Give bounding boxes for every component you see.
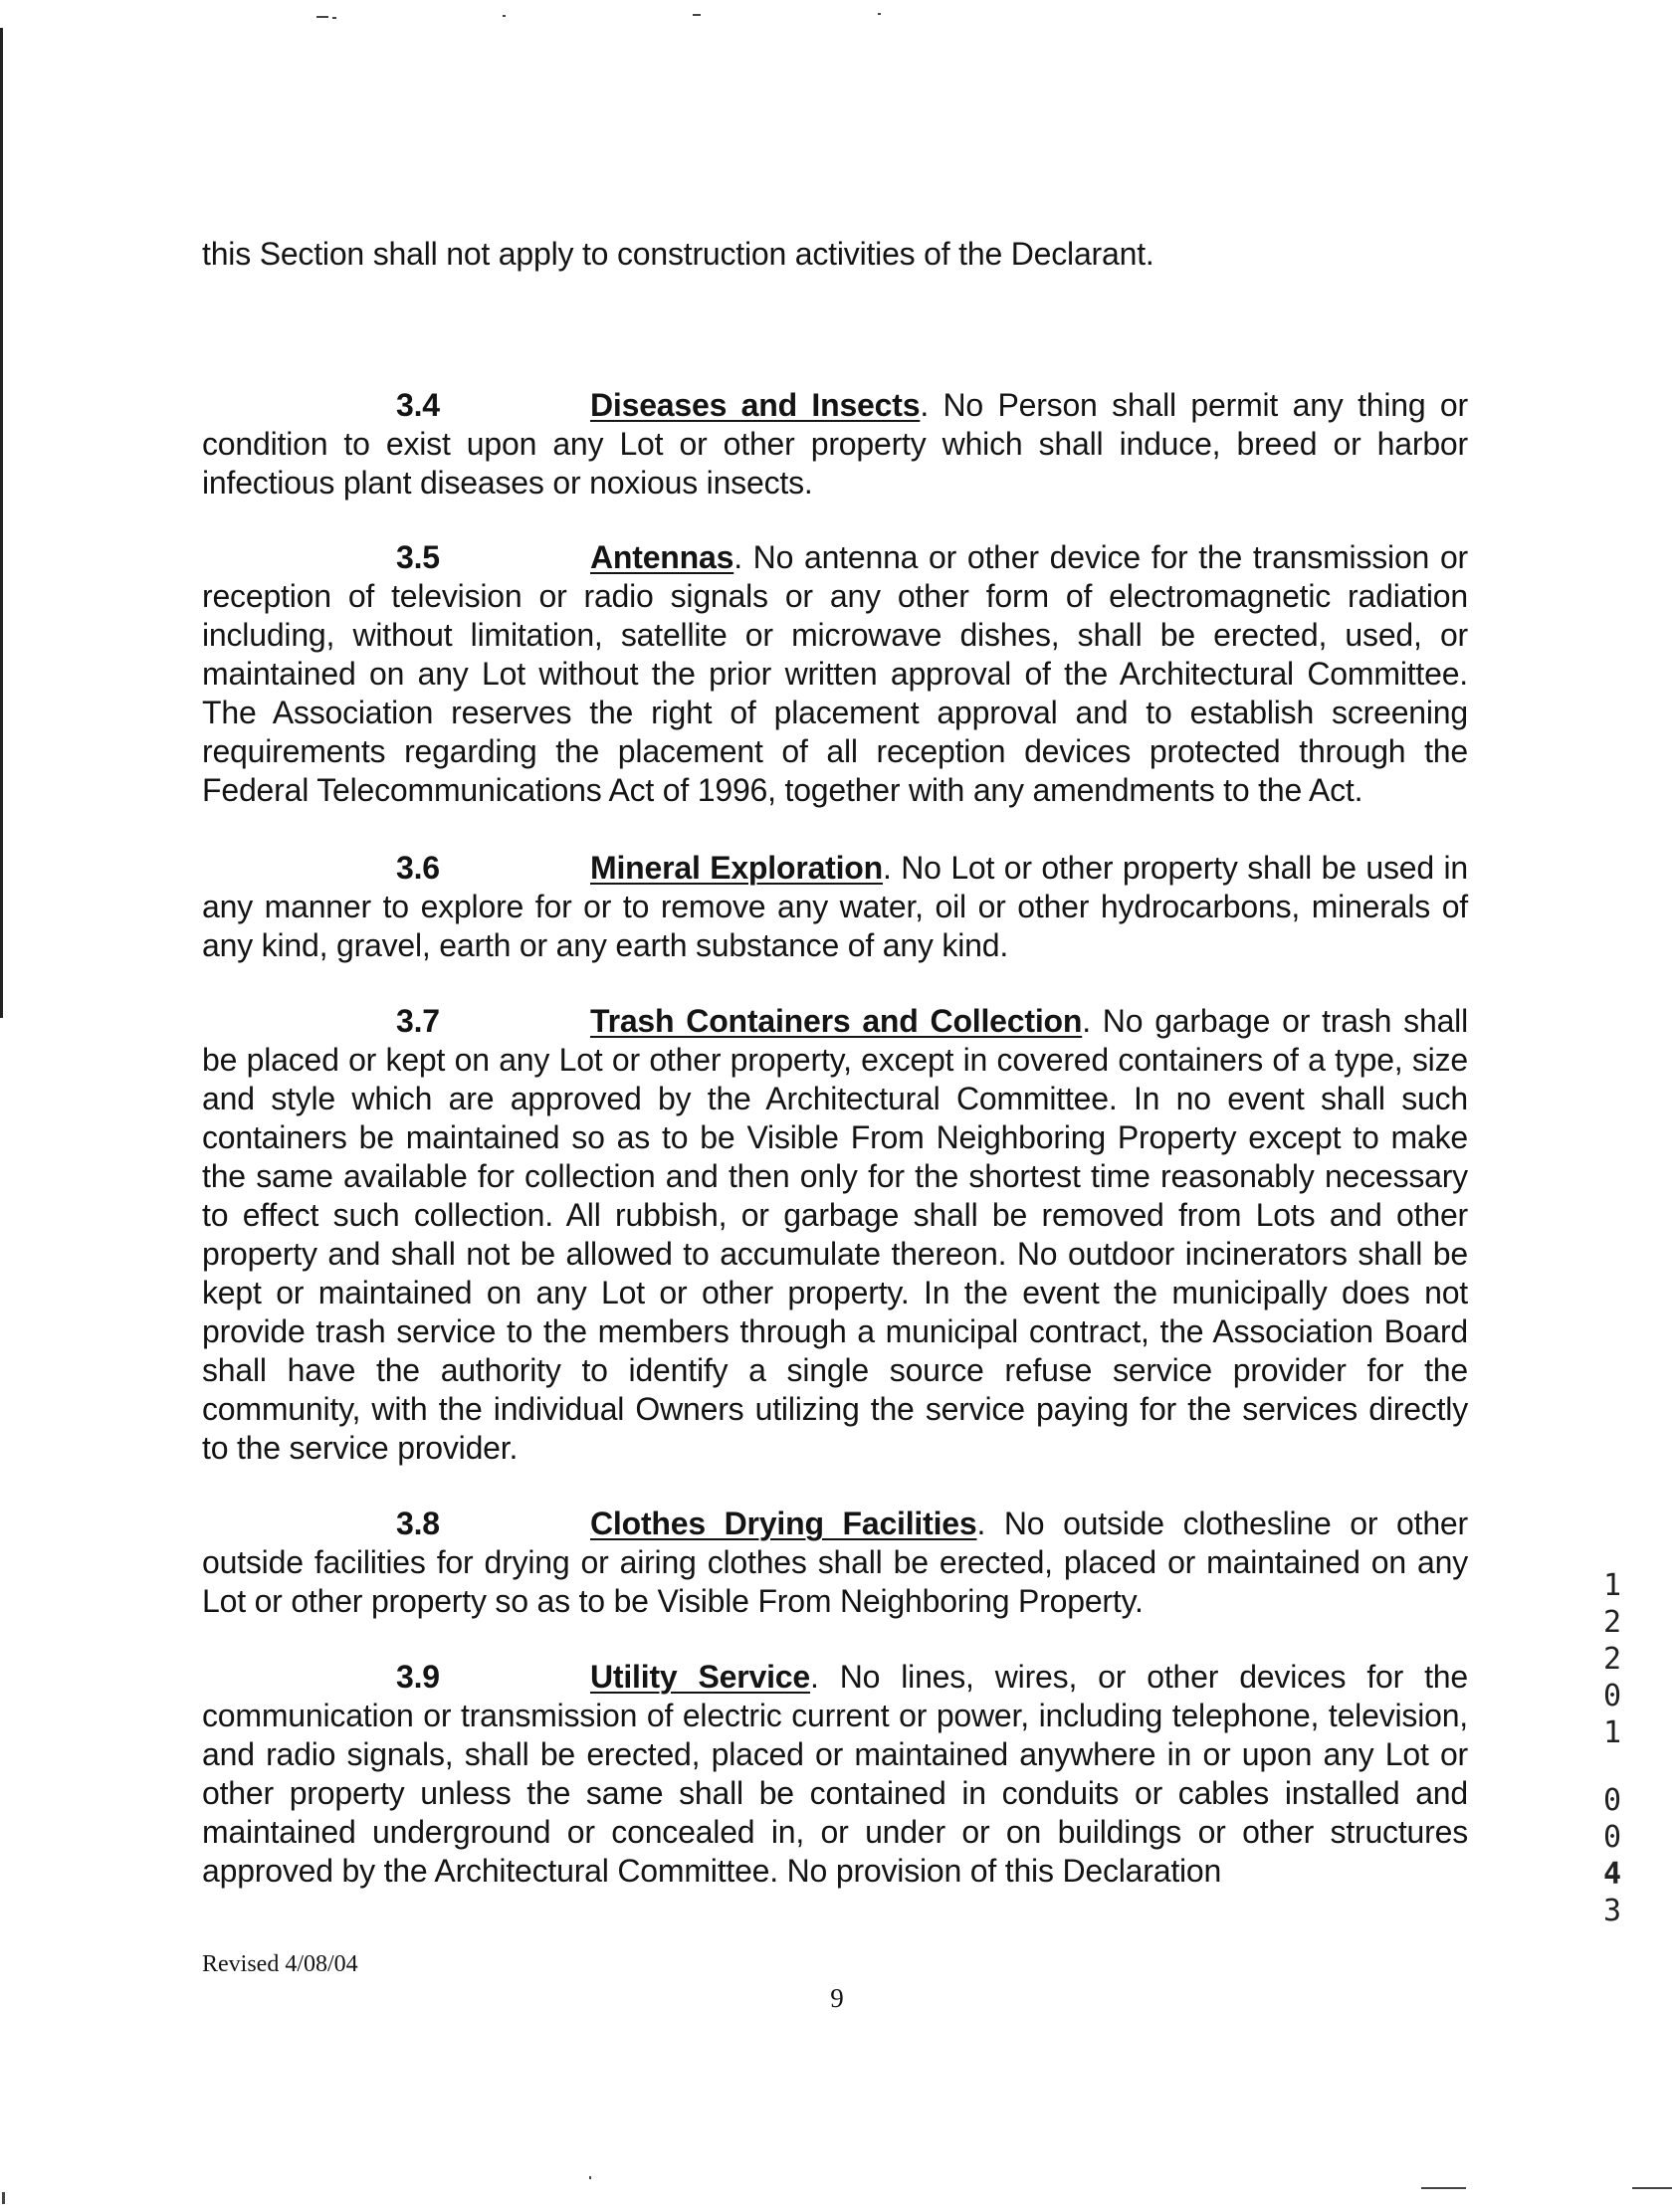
stamp-digit: 2 (1602, 1605, 1622, 1640)
section-3-4 (202, 386, 1468, 503)
stamp-digit: 1 (1602, 1568, 1622, 1603)
section-heading: Utility Service (590, 1659, 810, 1695)
section-3-6 (202, 849, 1468, 965)
stamp-digit: 1 (1602, 1715, 1622, 1750)
scan-mark (2, 2192, 5, 2204)
section-3-9 (202, 1658, 1468, 1891)
section-body: . No antenna or other device for the transmission or reception of television or radio signals or any other form of electromagnetic radiation including, without limitation, satellite or microwave dishes, shall be erected, used, or maintained on any Lot without the prior written approval of the Architectural Committee. The Association reserves the right of placement approval and to establish screening requirements regarding the placement of all reception devices protected through the Federal Telecommunications Act of 1996, together with any amendments to the Act. (202, 539, 1468, 808)
section-number: 3.4 (396, 387, 440, 423)
section-3-7 (202, 1002, 1468, 1468)
scan-mark (589, 2176, 591, 2179)
section-number: 3.9 (396, 1659, 440, 1695)
section-body: . No Person shall permit any thing or condition to exist upon any Lot or other property which shall induce, breed or harbor infectious plant diseases or noxious insects. (202, 387, 1468, 501)
section-heading: Mineral Exploration (590, 850, 884, 886)
section-body: . No garbage or trash shall be placed or kept on any Lot or other property, except in covered containers of a type, size and style which are approved by the Architectural Committee. In no event shall such containers be maintained so as to be Visible From Neighboring Property except to make the same available for collection and then only for the shortest time reasonably necessary to effect such collection. All rubbish, or garbage shall be removed from Lots and other property and shall not be allowed to accumulate thereon. No outdoor incinerators shall be kept or maintained on any Lot or other property. In the event the municipally does not provide trash service to the members through a municipal contract, the Association Board shall have the authority to identify a single source refuse service provider for the community, with the individual Owners utilizing the service paying for the services directly to the service provider. (202, 1003, 1468, 1466)
scan-mark (1421, 2187, 1466, 2189)
stamp-digit: 0 (1602, 1679, 1622, 1713)
scan-mark (693, 14, 701, 16)
section-body: . No Lot or other property shall be used in any manner to explore for or to remove any water, oil or other hydrocarbons, minerals of any kind, gravel, earth or any earth substance of any kind. (202, 850, 1469, 963)
section-body: . No outside clothesline or other outside facilities for drying or airing clothes shall be erected, placed or maintained on any Lot or other property so as to be Visible From Neighboring Property. (202, 1506, 1468, 1619)
stamp-gap (1594, 1751, 1630, 1782)
section-heading: Clothes Drying Facilities (590, 1506, 977, 1541)
section-3-5 (202, 538, 1468, 810)
section-number: 3.8 (396, 1506, 440, 1541)
section-number: 3.6 (396, 850, 440, 886)
scan-edge-line (0, 28, 3, 1018)
section-number: 3.7 (396, 1003, 440, 1039)
scan-mark (316, 16, 328, 18)
section-heading: Diseases and Insects (590, 387, 921, 423)
scan-mark (1632, 2187, 1672, 2189)
section-body: . No lines, wires, or other devices for the communication or transmission of electric current or power, including telephone, television, and radio signals, shall be erected, placed or maintained anywhere in or upon any Lot or other property unless the same shall be contained in conduits or cables installed and maintained underground or concealed in, or under or on buildings or other structures approved by the Architectural Committee. No provision of this Declaration (202, 1659, 1468, 1889)
stamp-digit: 3 (1602, 1894, 1622, 1928)
stamp-digit: 0 (1602, 1820, 1622, 1855)
stamp-digit: 2 (1602, 1642, 1622, 1677)
page-number: 9 (830, 1983, 844, 2013)
recording-stamp (1594, 1567, 1630, 1929)
section-heading: Antennas (590, 539, 734, 575)
stamp-digit: 4 (1602, 1857, 1622, 1892)
scan-mark (878, 13, 881, 15)
scan-mark (332, 17, 336, 19)
scan-mark (503, 15, 506, 17)
intro-text: this Section shall not apply to construction activities of the Declarant. (202, 236, 1154, 272)
stamp-digit: 0 (1602, 1783, 1622, 1818)
section-number: 3.5 (396, 539, 440, 575)
revision-date: Revised 4/08/04 (202, 1951, 358, 1977)
section-heading: Trash Containers and Collection (590, 1003, 1083, 1039)
section-3-8 (202, 1505, 1468, 1621)
intro-paragraph (202, 235, 1468, 274)
